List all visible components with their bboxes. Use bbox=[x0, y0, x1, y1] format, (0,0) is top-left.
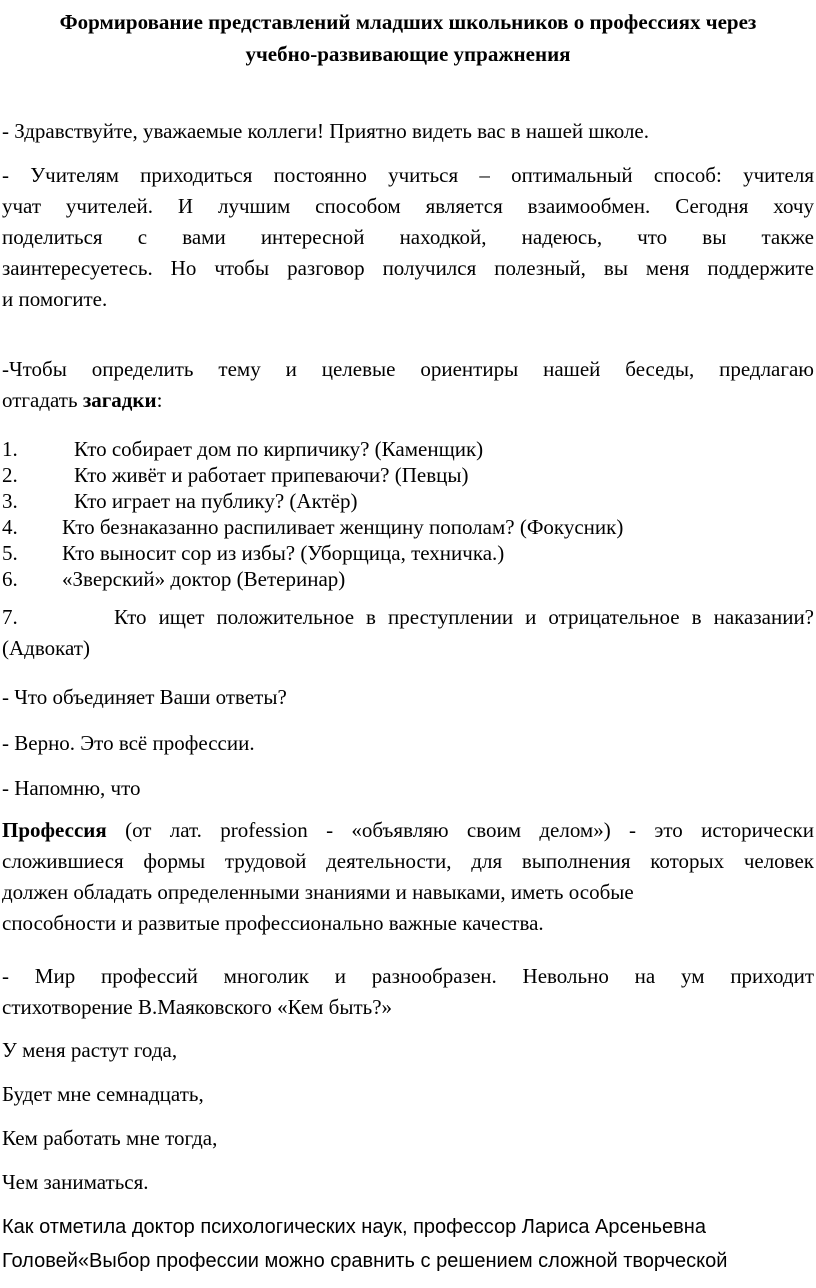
list-item: 5. Кто выносит сор из избы? (Уборщица, техничка.) bbox=[2, 541, 505, 565]
intro-paragraph bbox=[2, 160, 814, 315]
closing-line-1: Как отметила доктор психологических наук, профессор Лариса Арсеньевна bbox=[2, 1216, 706, 1238]
greeting-line: - Здравствуйте, уважаемые коллеги! Приятно видеть вас в нашей школе. bbox=[2, 119, 649, 143]
list-item: 4. Кто безнаказанно распиливает женщину пополам? (Фокусник) bbox=[2, 515, 624, 539]
question-1: - Что объединяет Ваши ответы? bbox=[2, 685, 287, 709]
definition-line-2: сложившиеся формы трудовой деятельности, для выполнения которых человек bbox=[2, 849, 814, 873]
riddles-keyword: загадки bbox=[82, 388, 157, 412]
riddle-7-answer: (Адвокат) bbox=[2, 636, 90, 660]
poem-line: Будет мне семнадцать, bbox=[2, 1082, 204, 1106]
intro-line-3: поделиться с вами интересной находкой, надеюсь, что вы также bbox=[2, 225, 814, 249]
riddle-list bbox=[2, 436, 623, 592]
intro-line-4: заинтересуетесь. Но чтобы разговор получился полезный, вы меня поддержите bbox=[2, 256, 814, 280]
riddles-intro-line-1: -Чтобы определить тему и целевые ориентиры нашей беседы, предлагаю bbox=[2, 357, 814, 381]
closing-line-2: Головей«Выбор профессии можно сравнить с решением сложной творческой bbox=[2, 1250, 728, 1272]
document-title bbox=[0, 6, 816, 70]
list-item: 6. «Зверский» доктор (Ветеринар) bbox=[2, 567, 346, 591]
title-line-1: Формирование представлений младших школьников о профессиях через bbox=[59, 10, 757, 34]
definition-term: Профессия bbox=[2, 818, 107, 842]
definition-paragraph bbox=[2, 815, 814, 939]
question-2: - Верно. Это всё профессии. bbox=[2, 731, 255, 755]
list-item: 3. Кто играет на публику? (Актёр) bbox=[2, 489, 358, 513]
riddles-intro-paragraph bbox=[2, 354, 814, 416]
poem-line: У меня растут года, bbox=[2, 1038, 178, 1062]
list-item: 2. Кто живёт и работает припеваючи? (Певцы) bbox=[2, 463, 469, 487]
mayakovsky-paragraph bbox=[2, 961, 814, 1023]
riddle-7-line: 7. Кто ищет положительное в преступлении и отрицательное в наказании? bbox=[2, 605, 814, 629]
intro-line-2: учат учителей. И лучшим способом является взаимообмен. Сегодня хочу bbox=[2, 194, 814, 218]
definition-line-1: Профессия (от лат. profession - «объявляю своим делом») - это исторически bbox=[2, 818, 814, 842]
poem-line: Чем заниматься. bbox=[2, 1170, 149, 1194]
greeting-paragraph bbox=[2, 116, 814, 147]
mayakovsky-line-1: - Мир профессий многолик и разнообразен. Невольно на ум приходит bbox=[2, 964, 814, 988]
definition-line-3: должен обладать определенными знаниями и навыками, иметь особые bbox=[2, 880, 634, 904]
poem-line: Кем работать мне тогда, bbox=[2, 1126, 218, 1150]
riddles-intro-line-2: отгадать загадки: bbox=[2, 388, 163, 412]
definition-line-4: способности и развитые профессионально важные качества. bbox=[2, 911, 544, 935]
intro-line-1: - Учителям приходиться постоянно учиться – оптимальный способ: учителя bbox=[2, 163, 814, 187]
title-line-2: учебно-развивающие упражнения bbox=[245, 42, 571, 66]
question-3: - Напомню, что bbox=[2, 776, 141, 800]
riddle-7-item bbox=[2, 602, 814, 664]
closing-paragraph bbox=[2, 1210, 814, 1278]
intro-line-5: и помогите. bbox=[2, 287, 108, 311]
list-item: 1. Кто собирает дом по кирпичику? (Каменщик) bbox=[2, 437, 484, 461]
mayakovsky-line-2: стихотворение В.Маяковского «Кем быть?» bbox=[2, 995, 393, 1019]
